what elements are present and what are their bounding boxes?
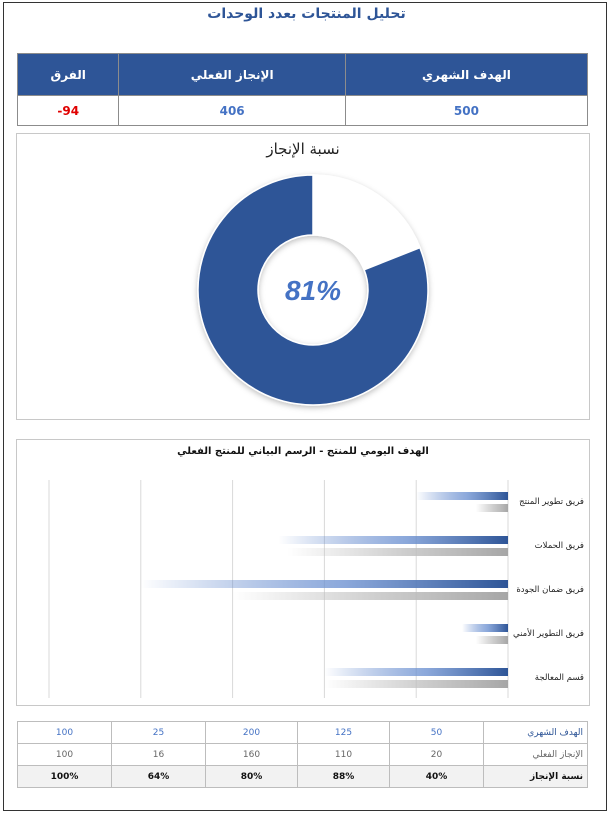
bar-actual (288, 548, 508, 556)
donut-percent-label: 81% (284, 275, 342, 306)
table-cell: 20 (390, 744, 484, 766)
table-row-percent (18, 766, 588, 788)
category-label: فريق ضمان الجودة (516, 585, 584, 595)
category-label: فريق الحملات (534, 541, 584, 551)
table-row-target (18, 722, 588, 744)
table-cell: 40% (390, 766, 484, 788)
table-cell: 16 (112, 744, 206, 766)
donut-title: نسبة الإنجاز (266, 140, 340, 158)
bar-chart (17, 440, 591, 707)
table-cell: 50 (390, 722, 484, 744)
summary-table (17, 721, 588, 788)
bar-actual (476, 636, 508, 644)
bar-chart-panel (16, 439, 590, 706)
bar-actual (324, 680, 508, 688)
table-cell: 100 (18, 744, 112, 766)
bar-chart-title: الهدف اليومي للمنتج - الرسم البياني للمنتج الفعلي (177, 446, 429, 457)
kpi-value-target: 500 (345, 96, 587, 126)
category-label: فريق تطوير المنتج (519, 497, 584, 507)
table-row-label: الهدف الشهري (484, 722, 588, 744)
page-title: تحليل المنتجات بعدد الوحدات (207, 6, 406, 22)
kpi-table (17, 53, 588, 126)
table-row-actual (18, 744, 588, 766)
table-cell: 100% (18, 766, 112, 788)
table-cell: 200 (206, 722, 298, 744)
kpi-value-difference: -94 (18, 96, 119, 126)
bar-actual (233, 592, 508, 600)
category-label: قسم المعالجة (534, 673, 584, 683)
bar-target (141, 580, 508, 588)
table-cell: 64% (112, 766, 206, 788)
bar-target (416, 492, 508, 500)
table-cell: 25 (112, 722, 206, 744)
category-label: فريق التطوير الأمني (513, 629, 584, 639)
table-row-label: نسبة الإنجاز (484, 766, 588, 788)
bar-actual (476, 504, 508, 512)
donut-chart (17, 134, 591, 421)
table-cell: 80% (206, 766, 298, 788)
bar-target (462, 624, 508, 632)
table-cell: 88% (298, 766, 390, 788)
kpi-header-target: الهدف الشهري (345, 54, 587, 96)
bar-target (279, 536, 509, 544)
table-cell: 110 (298, 744, 390, 766)
donut-chart-panel (16, 133, 590, 420)
table-cell: 125 (298, 722, 390, 744)
kpi-header-actual: الإنجاز الفعلي (119, 54, 345, 96)
table-cell: 160 (206, 744, 298, 766)
table-cell: 100 (18, 722, 112, 744)
kpi-value-actual: 406 (119, 96, 345, 126)
table-row-label: الإنجاز الفعلي (484, 744, 588, 766)
bar-target (324, 668, 508, 676)
kpi-header-difference: الفرق (18, 54, 119, 96)
